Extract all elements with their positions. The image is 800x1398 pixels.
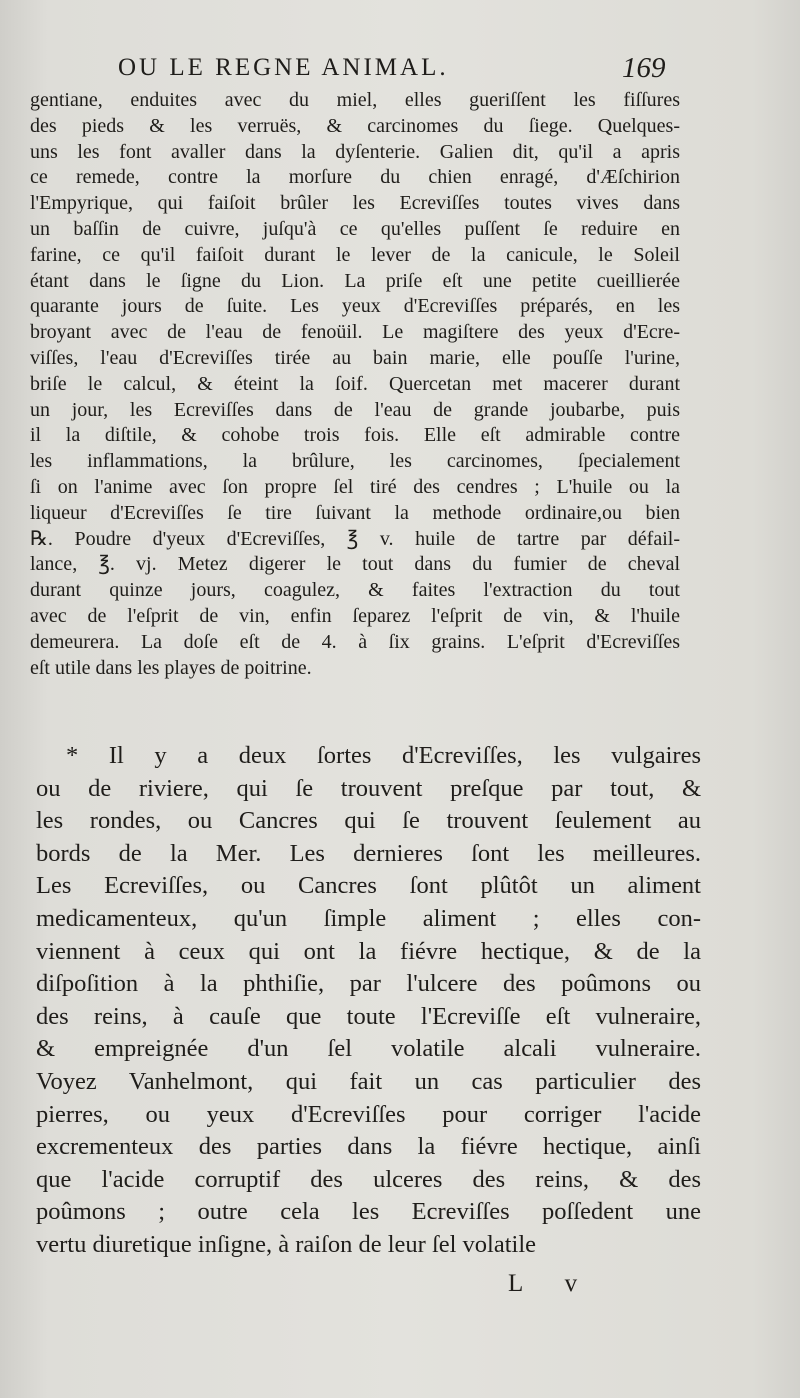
text-line: eſt utile dans les playes de poitrine. bbox=[30, 656, 312, 679]
text-line: avec de l'eſprit de vin, enfin ſeparez l'eſprit de vin, & l'huile bbox=[30, 604, 680, 627]
text-line: & empreignée d'un ſel volatile alcali vulneraire. bbox=[36, 1035, 701, 1063]
text-line: les rondes, ou Cancres qui ſe trouvent ſeulement au bbox=[36, 807, 701, 835]
text-line: gentiane, enduites avec du miel, elles gueriſſent les fiſſures bbox=[30, 89, 680, 111]
text-line: ce remede, contre la morſure du chien enragé, d'Æſchirion bbox=[30, 166, 680, 189]
text-line: farine, ce qu'il faiſoit durant le lever de la canicule, le Soleil bbox=[30, 243, 680, 266]
text-line: des reins, à cauſe que toute l'Ecreviſſe eſt vulneraire, bbox=[36, 1002, 701, 1030]
text-line: viennent à ceux qui ont la fiévre hectique, & de la bbox=[36, 937, 701, 965]
text-line: ſi on l'anime avec ſon propre ſel tiré des cendres ; L'huile ou la bbox=[30, 475, 680, 498]
text-line: uns les font avaller dans la dyſenterie. Galien dit, qu'il a apris bbox=[30, 140, 680, 163]
page-number: 169 bbox=[622, 52, 666, 84]
text-line: diſpoſition à la phthiſie, par l'ulcere des poûmons ou bbox=[36, 970, 701, 998]
text-line: il la diſtile, & cohobe trois fois. Elle eſt admirable contre bbox=[30, 424, 680, 447]
text-line: quarante jours de ſuite. Les yeux d'Ecreviſſes préparés, en les bbox=[30, 295, 680, 318]
text-line: un baſſin de cuivre, juſqu'à ce qu'elles puſſent ſe reduire en bbox=[30, 217, 680, 240]
text-line: liqueur d'Ecreviſſes ſe tire ſuivant la methode ordinaire,ou bien bbox=[30, 501, 680, 524]
text-line: viſſes, l'eau d'Ecreviſſes tirée au bain marie, elle pouſſe l'urine, bbox=[30, 346, 680, 369]
text-line: l'Empyrique, qui faiſoit brûler les Ecreviſſes toutes vives dans bbox=[30, 192, 680, 215]
text-line: lance, ℥. vj. Metez digerer le tout dans du fumier de cheval bbox=[30, 553, 680, 576]
text-line: excrementeux des parties dans la fiévre hectique, ainſi bbox=[36, 1133, 701, 1161]
signature-mark: L v bbox=[508, 1270, 596, 1297]
text-line: ou de riviere, qui ſe trouvent preſque par tout, & bbox=[36, 774, 701, 802]
text-line: les inflammations, la brûlure, les carcinomes, ſpecialement bbox=[30, 450, 680, 473]
text-line: broyant avec de l'eau de fenoüil. Le magiſtere des yeux d'Ecre- bbox=[30, 321, 680, 344]
text-line: medicamenteux, qu'un ſimple aliment ; elles con- bbox=[36, 904, 701, 932]
text-line: poûmons ; outre cela les Ecreviſſes poſſedent une bbox=[36, 1198, 701, 1226]
text-line: étant dans le ſigne du Lion. La priſe eſt une petite cueillierée bbox=[30, 269, 680, 292]
text-line: bords de la Mer. Les dernieres ſont les meilleures. bbox=[36, 839, 701, 867]
text-line: ℞. Poudre d'yeux d'Ecreviſſes, ℥ v. huile de tartre par défail- bbox=[30, 527, 680, 550]
text-line: des pieds & les verruës, & carcinomes du ſiege. Quelques- bbox=[30, 114, 680, 137]
text-line: Voyez Vanhelmont, qui fait un cas particulier des bbox=[36, 1067, 701, 1095]
text-line: * Il y a deux ſortes d'Ecreviſſes, les vulgaires bbox=[66, 742, 701, 769]
text-line: Les Ecreviſſes, ou Cancres ſont plûtôt un aliment bbox=[36, 872, 701, 900]
running-title: OU LE REGNE ANIMAL. bbox=[118, 54, 449, 81]
text-line: un jour, les Ecreviſſes dans de l'eau de grande joubarbe, puis bbox=[30, 398, 680, 421]
text-line: durant quinze jours, coagulez, & faites l'extraction du tout bbox=[30, 579, 680, 602]
text-line: briſe le calcul, & éteint la ſoif. Quercetan met macerer durant bbox=[30, 372, 680, 395]
text-line: vertu diuretique inſigne, à raiſon de leur ſel volatile bbox=[36, 1230, 537, 1258]
small-print-paragraph bbox=[30, 88, 680, 681]
text-line: pierres, ou yeux d'Ecreviſſes pour corriger l'acide bbox=[36, 1100, 701, 1128]
large-print-paragraph bbox=[36, 740, 701, 1262]
text-line: demeurera. La doſe eſt de 4. à ſix grains. L'eſprit d'Ecreviſſes bbox=[30, 630, 680, 653]
text-line: que l'acide corruptif des ulceres des reins, & des bbox=[36, 1165, 701, 1193]
